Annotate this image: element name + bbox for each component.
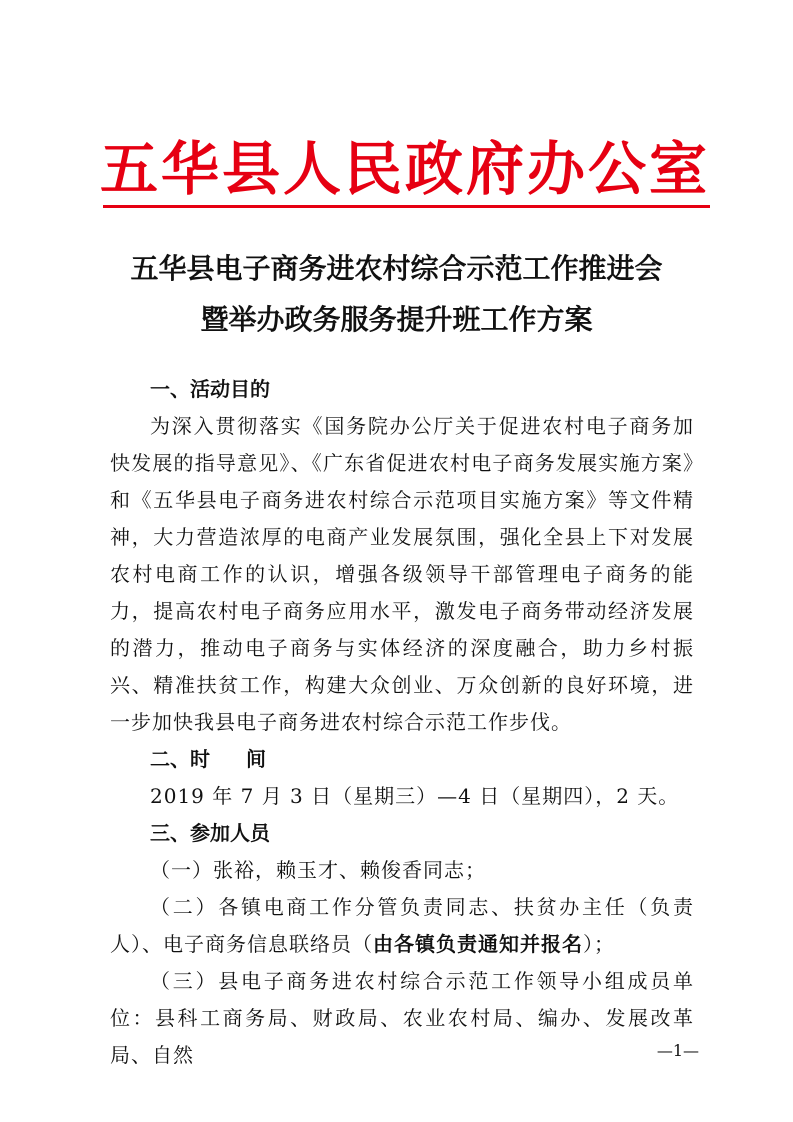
document-title-line-2: 暨举办政务服务提升班工作方案	[200, 303, 593, 336]
participants-item-3: （三）县电子商务进农村综合示范工作领导小组成员单位：县科工商务局、财政局、农业农村局、编办、发展改革局、自然	[110, 969, 694, 1067]
time-paragraph: 2019 年 7 月 3 日（星期三）—4 日（星期四），2 天。	[150, 784, 680, 808]
page-number: —1—	[656, 1041, 699, 1060]
time-heading-suffix: 间	[246, 747, 266, 771]
participants-item-2-text: （二）各镇电商工作分管负责同志、扶贫办主任（负责人）、电子商务信息联络员（	[110, 895, 694, 956]
participants-item-1: （一）张裕，赖玉才、赖俊香同志；	[150, 858, 486, 882]
document-body	[110, 371, 694, 1074]
participants-item-2-end: ）；	[583, 932, 615, 956]
section-heading-time	[110, 741, 694, 778]
participants-item-2-emphasis: 由各镇负责通知并报名	[373, 932, 583, 956]
purpose-paragraph: 为深入贯彻落实《国务院办公厅关于促进农村电子商务加快发展的指导意见》、《广东省促进农村电子商务发展实施方案》和《五华县电子商务进农村综合示范项目实施方案》等文件精神，大力营造浓厚的电商产业发展氛围，强化全县上下对发展农村电商工作的认识，增强各级领导干部管理电子商务的能力，提高农村电子商务应用水平，激发电子商务带动经济发展的潜力，推动电子商务与实体经济的深度融合，助力乡村振兴、精准扶贫工作，构建大众创业、万众创新的良好环境，进一步加快我县电子商务进农村综合示范工作步伐。	[110, 414, 694, 734]
masthead-red-rule	[103, 205, 710, 208]
document-title-line-1: 五华县电子商务进农村综合示范工作推进会	[130, 252, 663, 285]
time-heading-prefix: 二、时	[150, 747, 210, 771]
section-heading-participants: 三、参加人员	[150, 821, 270, 845]
section-heading-purpose: 一、活动目的	[150, 377, 270, 401]
participants-item-2	[110, 889, 694, 963]
agency-masthead: 五华县人民政府办公室	[100, 135, 711, 203]
